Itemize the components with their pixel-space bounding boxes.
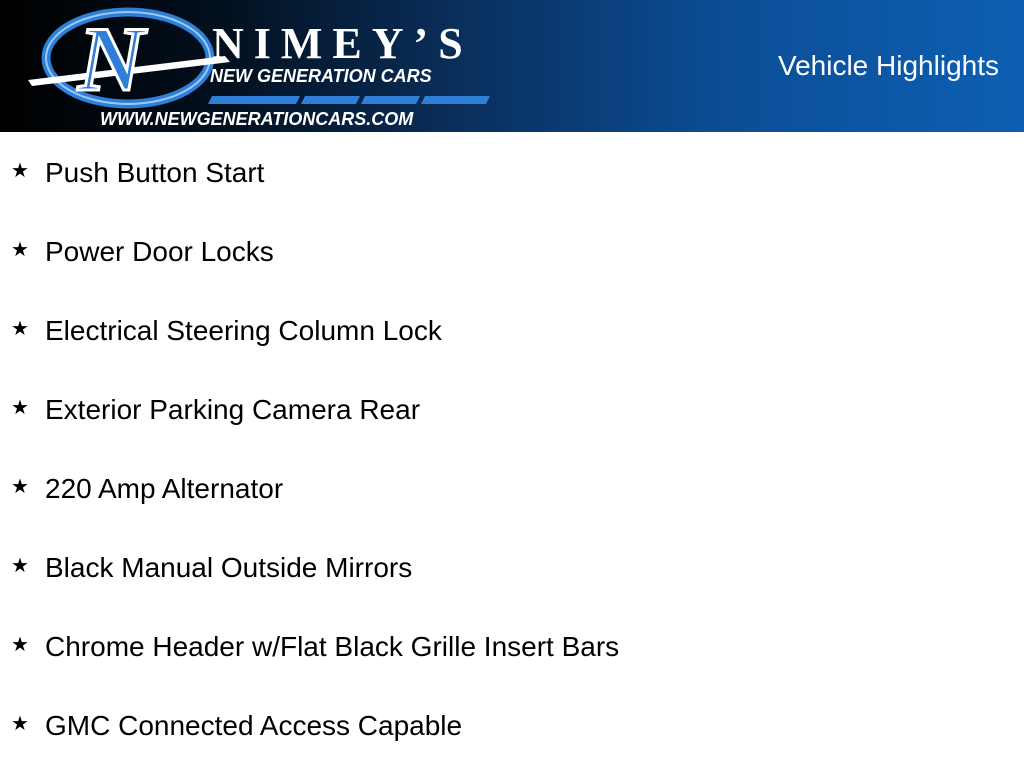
- star-icon: ★: [11, 158, 29, 182]
- list-item-label: Black Manual Outside Mirrors: [45, 552, 413, 583]
- list-item: [0, 626, 1000, 666]
- page-title: Vehicle Highlights: [777, 50, 999, 81]
- list-item-label: Push Button Start: [45, 157, 265, 188]
- logo-letter: N: [78, 8, 145, 110]
- list-item-label: GMC Connected Access Capable: [45, 710, 463, 741]
- list-item-label: 220 Amp Alternator: [45, 473, 284, 504]
- dealer-logo[interactable]: [0, 0, 500, 132]
- list-item: [0, 389, 1000, 429]
- list-item-label: Power Door Locks: [45, 236, 274, 267]
- star-icon: ★: [11, 316, 29, 340]
- list-item: [0, 310, 1000, 350]
- list-item: [0, 705, 1000, 745]
- list-item-label: Chrome Header w/Flat Black Grille Insert Bars: [45, 631, 620, 662]
- logo-brand: NIMEY’S: [212, 19, 473, 68]
- star-icon: ★: [11, 632, 29, 656]
- page-header: [0, 0, 1024, 132]
- list-item: [0, 468, 1000, 508]
- list-item: [0, 231, 1000, 271]
- star-icon: ★: [11, 395, 29, 419]
- logo-url: WWW.NEWGENERATIONCARS.COM: [100, 109, 414, 129]
- list-item-label: Exterior Parking Camera Rear: [45, 394, 421, 425]
- star-icon: ★: [11, 237, 29, 261]
- logo-tagline: NEW GENERATION CARS: [210, 66, 432, 86]
- list-item: [0, 547, 1000, 587]
- star-icon: ★: [11, 711, 29, 735]
- star-icon: ★: [11, 474, 29, 498]
- list-item: [0, 152, 1000, 192]
- star-icon: ★: [11, 553, 29, 577]
- list-item-label: Electrical Steering Column Lock: [45, 315, 442, 346]
